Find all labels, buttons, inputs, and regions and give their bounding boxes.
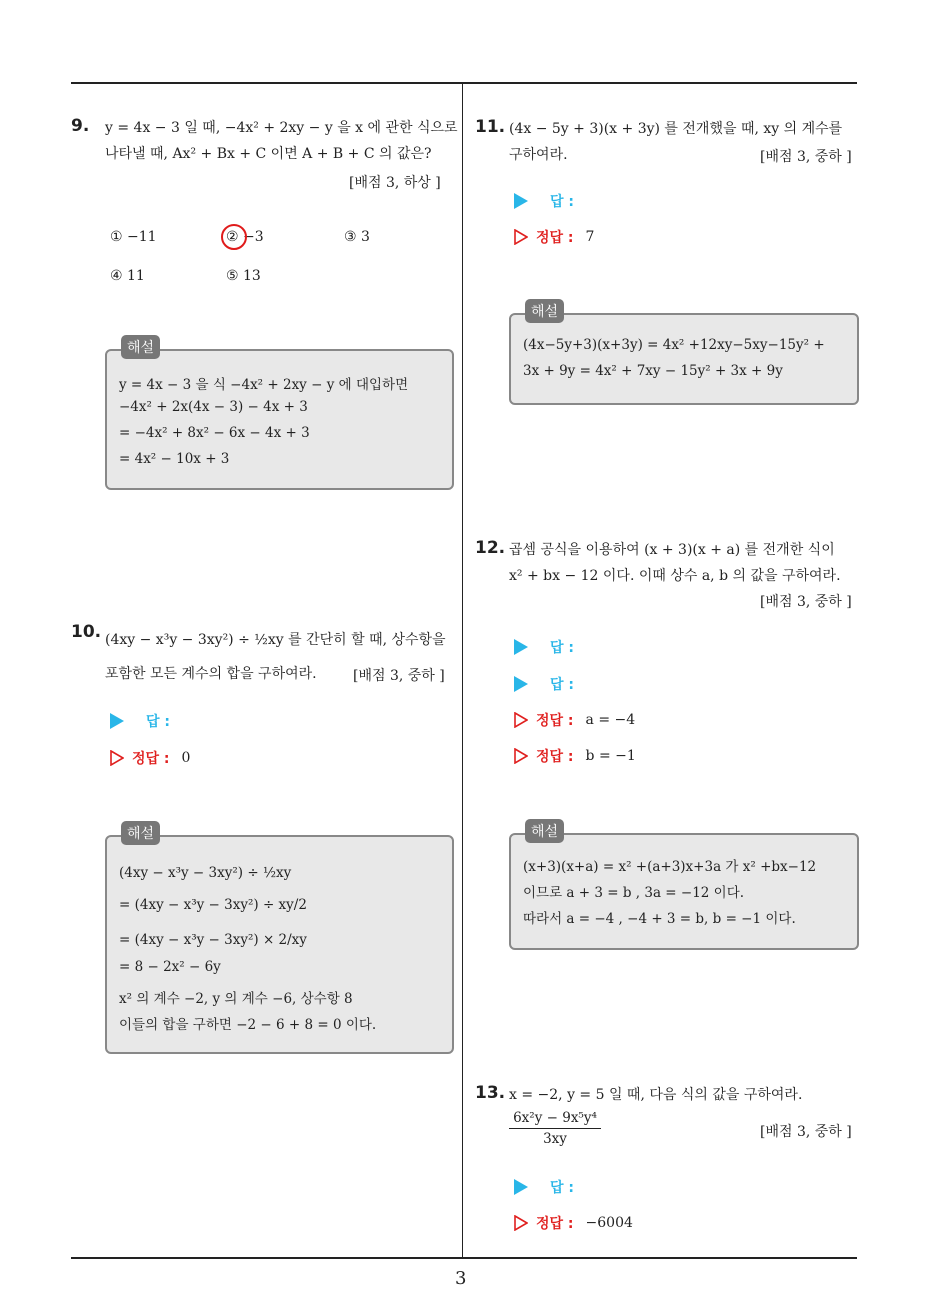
q13-correct-value: −6004 — [585, 1215, 633, 1231]
q12-line1: 곱셈 공식을 이용하여 (x + 3)(x + a) 를 전개한 식이 — [509, 542, 835, 558]
q10-exp-line: = 8 − 2x² − 6y — [119, 959, 221, 975]
play-icon — [110, 713, 124, 729]
q11-number: 11. — [475, 117, 506, 137]
q10-exp-line: = (4xy − x³y − 3xy²) ÷ xy/2 — [119, 897, 307, 913]
q9-exp-line: −4x² + 2x(4x − 3) − 4x + 3 — [119, 399, 308, 415]
outline-triangle-icon — [514, 1215, 528, 1231]
selected-answer-circle-icon — [221, 224, 247, 250]
q10-exp-line: (4xy − x³y − 3xy²) ÷ ½xy — [119, 865, 292, 881]
q13-fraction-numerator: 6x²y − 9x⁵y⁴ — [509, 1110, 601, 1129]
page-number: 3 — [455, 1268, 467, 1289]
q10-line1: (4xy − x³y − 3xy²) ÷ ½xy 를 간단히 할 때, 상수항을 — [105, 632, 446, 648]
q10-exp-line: x² 의 계수 −2, y 의 계수 −6, 상수항 8 — [119, 991, 353, 1007]
explanation-tag: 해설 — [121, 821, 160, 845]
q11-exp-line: (4x−5y+3)(x+3y) = 4x² +12xy−5xy−15y² + — [523, 337, 825, 353]
q12-correct-value-b: b = −1 — [585, 748, 636, 764]
q12-correct-value-a: a = −4 — [585, 712, 636, 728]
q9-choice-3[interactable]: ③ 3 — [344, 229, 370, 245]
explanation-tag: 해설 — [525, 819, 564, 843]
q11-line1: (4x − 5y + 3)(x + 3y) 를 전개했을 때, xy 의 계수를 — [509, 121, 843, 137]
q13-fraction — [509, 1110, 601, 1147]
q13-answer-row[interactable] — [514, 1177, 574, 1197]
q12-exp-line: 따라서 a = −4 , −4 + 3 = b, b = −1 이다. — [523, 911, 796, 927]
outline-triangle-icon — [514, 712, 528, 728]
q12-line2: x² + bx − 12 이다. 이때 상수 a, b 의 값을 구하여라. — [509, 568, 841, 584]
q9-exp-line: y = 4x − 3 을 식 −4x² + 2xy − y 에 대입하면 — [119, 377, 409, 393]
explanation-tag: 해설 — [121, 335, 160, 359]
column-divider — [462, 83, 463, 1258]
q11-answer-row[interactable] — [514, 191, 574, 211]
q12-meta: [배점 3, 중하 ] — [760, 594, 852, 610]
explanation-tag: 해설 — [525, 299, 564, 323]
correct-label: 정답 : — [536, 713, 574, 729]
q10-explanation-box — [105, 826, 454, 1054]
q9-meta: [배점 3, 하상 ] — [349, 175, 441, 191]
q10-exp-line: 이들의 합을 구하면 −2 − 6 + 8 = 0 이다. — [119, 1017, 377, 1033]
q13-line1: x = −2, y = 5 일 때, 다음 식의 값을 구하여라. — [509, 1087, 803, 1103]
q9-explanation-box — [105, 340, 454, 490]
q12-explanation-box — [509, 824, 859, 950]
q11-explanation-box — [509, 304, 859, 405]
q9-number: 9. — [71, 116, 90, 136]
q12-exp-line: (x+3)(x+a) = x² +(a+3)x+3a 가 x² +bx−12 — [523, 859, 817, 875]
q9-exp-line: = −4x² + 8x² − 6x − 4x + 3 — [119, 425, 310, 441]
q10-correct-row — [110, 748, 190, 768]
correct-label: 정답 : — [536, 230, 574, 246]
q9-choice-2[interactable]: ② −3 — [226, 229, 264, 245]
q11-meta: [배점 3, 중하 ] — [760, 149, 852, 165]
q11-correct-row — [514, 227, 594, 247]
q12-exp-line: 이므로 a + 3 = b , 3a = −12 이다. — [523, 885, 745, 901]
q10-number: 10. — [71, 622, 102, 642]
q12-correct-row-b — [514, 746, 636, 766]
answer-label: 답 : — [550, 1180, 574, 1196]
outline-triangle-icon — [514, 748, 528, 764]
q12-correct-row-a — [514, 710, 635, 730]
answer-label: 답 : — [550, 677, 574, 693]
q11-correct-value: 7 — [585, 229, 595, 245]
answer-label: 답 : — [550, 640, 574, 656]
q11-exp-line: 3x + 9y = 4x² + 7xy − 15y² + 3x + 9y — [523, 363, 783, 379]
play-icon — [514, 639, 528, 655]
q10-meta: [배점 3, 중하 ] — [353, 668, 445, 684]
q12-answer-row-a[interactable] — [514, 637, 574, 657]
answer-label: 답 : — [550, 194, 574, 210]
q12-number: 12. — [475, 538, 506, 558]
play-icon — [514, 1179, 528, 1195]
correct-label: 정답 : — [132, 751, 170, 767]
outline-triangle-icon — [514, 229, 528, 245]
top-rule — [71, 82, 857, 84]
q9-exp-line: = 4x² − 10x + 3 — [119, 451, 230, 467]
answer-label: 답 : — [146, 714, 170, 730]
q11-line2: 구하여라. — [509, 147, 568, 163]
bottom-rule — [71, 1257, 857, 1259]
q9-choice-1[interactable]: ① −11 — [110, 229, 157, 245]
play-icon — [514, 193, 528, 209]
q9-line2: 나타낼 때, Ax² + Bx + C 이면 A + B + C 의 값은? — [105, 146, 432, 162]
q10-answer-row[interactable] — [110, 711, 170, 731]
q9-line1: y = 4x − 3 일 때, −4x² + 2xy − y 을 x 에 관한 식으로 — [105, 120, 458, 136]
outline-triangle-icon — [110, 750, 124, 766]
q9-choice-5[interactable]: ⑤ 13 — [226, 268, 261, 284]
q9-choice-4[interactable]: ④ 11 — [110, 268, 145, 284]
correct-label: 정답 : — [536, 749, 574, 765]
q10-line2: 포함한 모든 계수의 합을 구하여라. — [105, 666, 317, 682]
q13-correct-row — [514, 1213, 633, 1233]
correct-label: 정답 : — [536, 1216, 574, 1232]
q10-exp-line: = (4xy − x³y − 3xy²) × 2/xy — [119, 932, 307, 948]
play-icon — [514, 676, 528, 692]
q13-number: 13. — [475, 1083, 506, 1103]
q12-answer-row-b[interactable] — [514, 674, 574, 694]
q13-fraction-denominator: 3xy — [543, 1131, 567, 1147]
q10-correct-value: 0 — [181, 750, 191, 766]
q13-meta: [배점 3, 중하 ] — [760, 1124, 852, 1140]
